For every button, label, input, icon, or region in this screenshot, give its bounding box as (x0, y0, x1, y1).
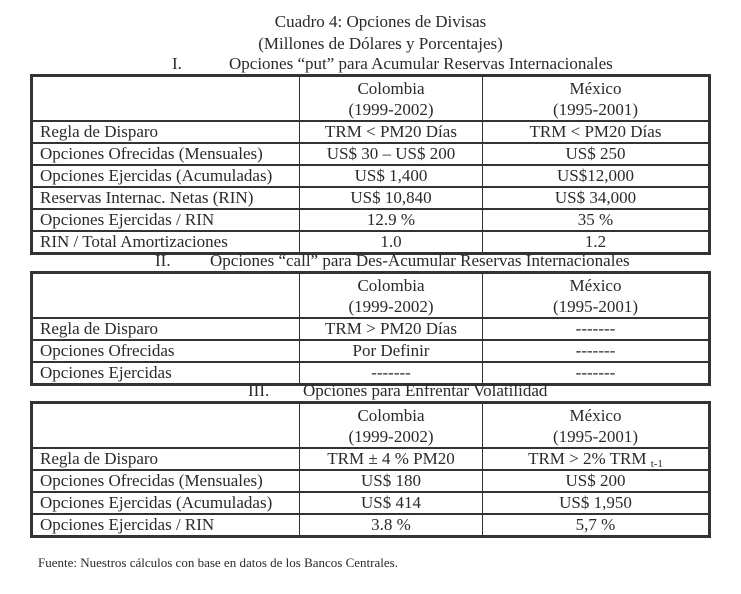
table-section-1 (30, 74, 711, 255)
header-row (32, 403, 710, 449)
table-subtitle: (Millones de Dólares y Porcentajes) (258, 34, 503, 53)
cell-colombia: TRM ± 4 % PM20 (300, 448, 483, 470)
table-row (32, 470, 710, 492)
cell-mexico: ------- (483, 362, 710, 385)
cell-mexico: ------- (483, 318, 710, 340)
row-label: Regla de Disparo (32, 448, 300, 470)
cell-mexico: US$ 1,950 (483, 492, 710, 514)
header-mexico: México (1995-2001) (483, 403, 710, 449)
cell-mexico: ------- (483, 340, 710, 362)
section-number: II. (155, 251, 171, 270)
cell-mexico-text: TRM > 2% TRM (528, 449, 647, 468)
row-label: Opciones Ofrecidas (32, 340, 300, 362)
table-row (32, 209, 710, 231)
cell-colombia: US$ 180 (300, 470, 483, 492)
header-colombia: Colombia (1999-2002) (300, 403, 483, 449)
cell-mexico: US$ 250 (483, 143, 710, 165)
cell-colombia: 12.9 % (300, 209, 483, 231)
row-label: Regla de Disparo (32, 121, 300, 143)
header-row (32, 273, 710, 319)
section-title: Opciones “call” para Des-Acumular Reservas Internacionales (210, 251, 630, 270)
table-row (32, 514, 710, 537)
row-label: Opciones Ejercidas / RIN (32, 514, 300, 537)
cell-colombia: US$ 10,840 (300, 187, 483, 209)
row-label: Regla de Disparo (32, 318, 300, 340)
table-row (32, 121, 710, 143)
cell-colombia: TRM < PM20 Días (300, 121, 483, 143)
cell-colombia: 1.0 (300, 231, 483, 254)
table-row (32, 143, 710, 165)
cell-mexico: US$ 200 (483, 470, 710, 492)
cell-colombia: TRM > PM20 Días (300, 318, 483, 340)
header-row (32, 76, 710, 122)
cell-mexico: 35 % (483, 209, 710, 231)
section-title: Opciones para Enfrentar Volatilidad (303, 381, 548, 400)
cell-mexico: 1.2 (483, 231, 710, 254)
header-mexico: México (1995-2001) (483, 273, 710, 319)
cell-colombia: US$ 1,400 (300, 165, 483, 187)
cell-mexico: US$12,000 (483, 165, 710, 187)
table-row (32, 492, 710, 514)
row-label: Reservas Internac. Netas (RIN) (32, 187, 300, 209)
row-label: Opciones Ofrecidas (Mensuales) (32, 143, 300, 165)
row-label: Opciones Ofrecidas (Mensuales) (32, 470, 300, 492)
header-blank-cell (32, 76, 300, 122)
row-label: Opciones Ejercidas (Acumuladas) (32, 165, 300, 187)
cell-mexico: 5,7 % (483, 514, 710, 537)
table-row (32, 165, 710, 187)
header-blank-cell (32, 403, 300, 449)
table-row (32, 187, 710, 209)
header-colombia: Colombia (1999-2002) (300, 273, 483, 319)
table-section-2 (30, 271, 711, 386)
cell-colombia: US$ 30 – US$ 200 (300, 143, 483, 165)
section-number: I. (172, 54, 182, 73)
section-number: III. (248, 381, 270, 400)
subscript: t-1 (650, 458, 663, 470)
table-row (32, 340, 710, 362)
cell-mexico: TRM < PM20 Días (483, 121, 710, 143)
cell-colombia: US$ 414 (300, 492, 483, 514)
header-blank-cell (32, 273, 300, 319)
header-colombia: Colombia (1999-2002) (300, 76, 483, 122)
cell-colombia: ------- (300, 362, 483, 385)
section-title: Opciones “put” para Acumular Reservas Internacionales (229, 54, 613, 73)
row-label: Opciones Ejercidas / RIN (32, 209, 300, 231)
table-title: Cuadro 4: Opciones de Divisas (274, 12, 487, 31)
row-label: Opciones Ejercidas (Acumuladas) (32, 492, 300, 514)
table-section-3 (30, 401, 711, 538)
source-note: Fuente: Nuestros cálculos con base en datos de los Bancos Centrales. (38, 555, 398, 570)
cell-colombia: Por Definir (300, 340, 483, 362)
table-row (32, 318, 710, 340)
row-label: Opciones Ejercidas (32, 362, 300, 385)
cell-mexico: US$ 34,000 (483, 187, 710, 209)
header-mexico: México (1995-2001) (483, 76, 710, 122)
row-label: RIN / Total Amortizaciones (32, 231, 300, 254)
cell-mexico (483, 448, 710, 470)
cell-colombia: 3.8 % (300, 514, 483, 537)
table-row (32, 448, 710, 470)
